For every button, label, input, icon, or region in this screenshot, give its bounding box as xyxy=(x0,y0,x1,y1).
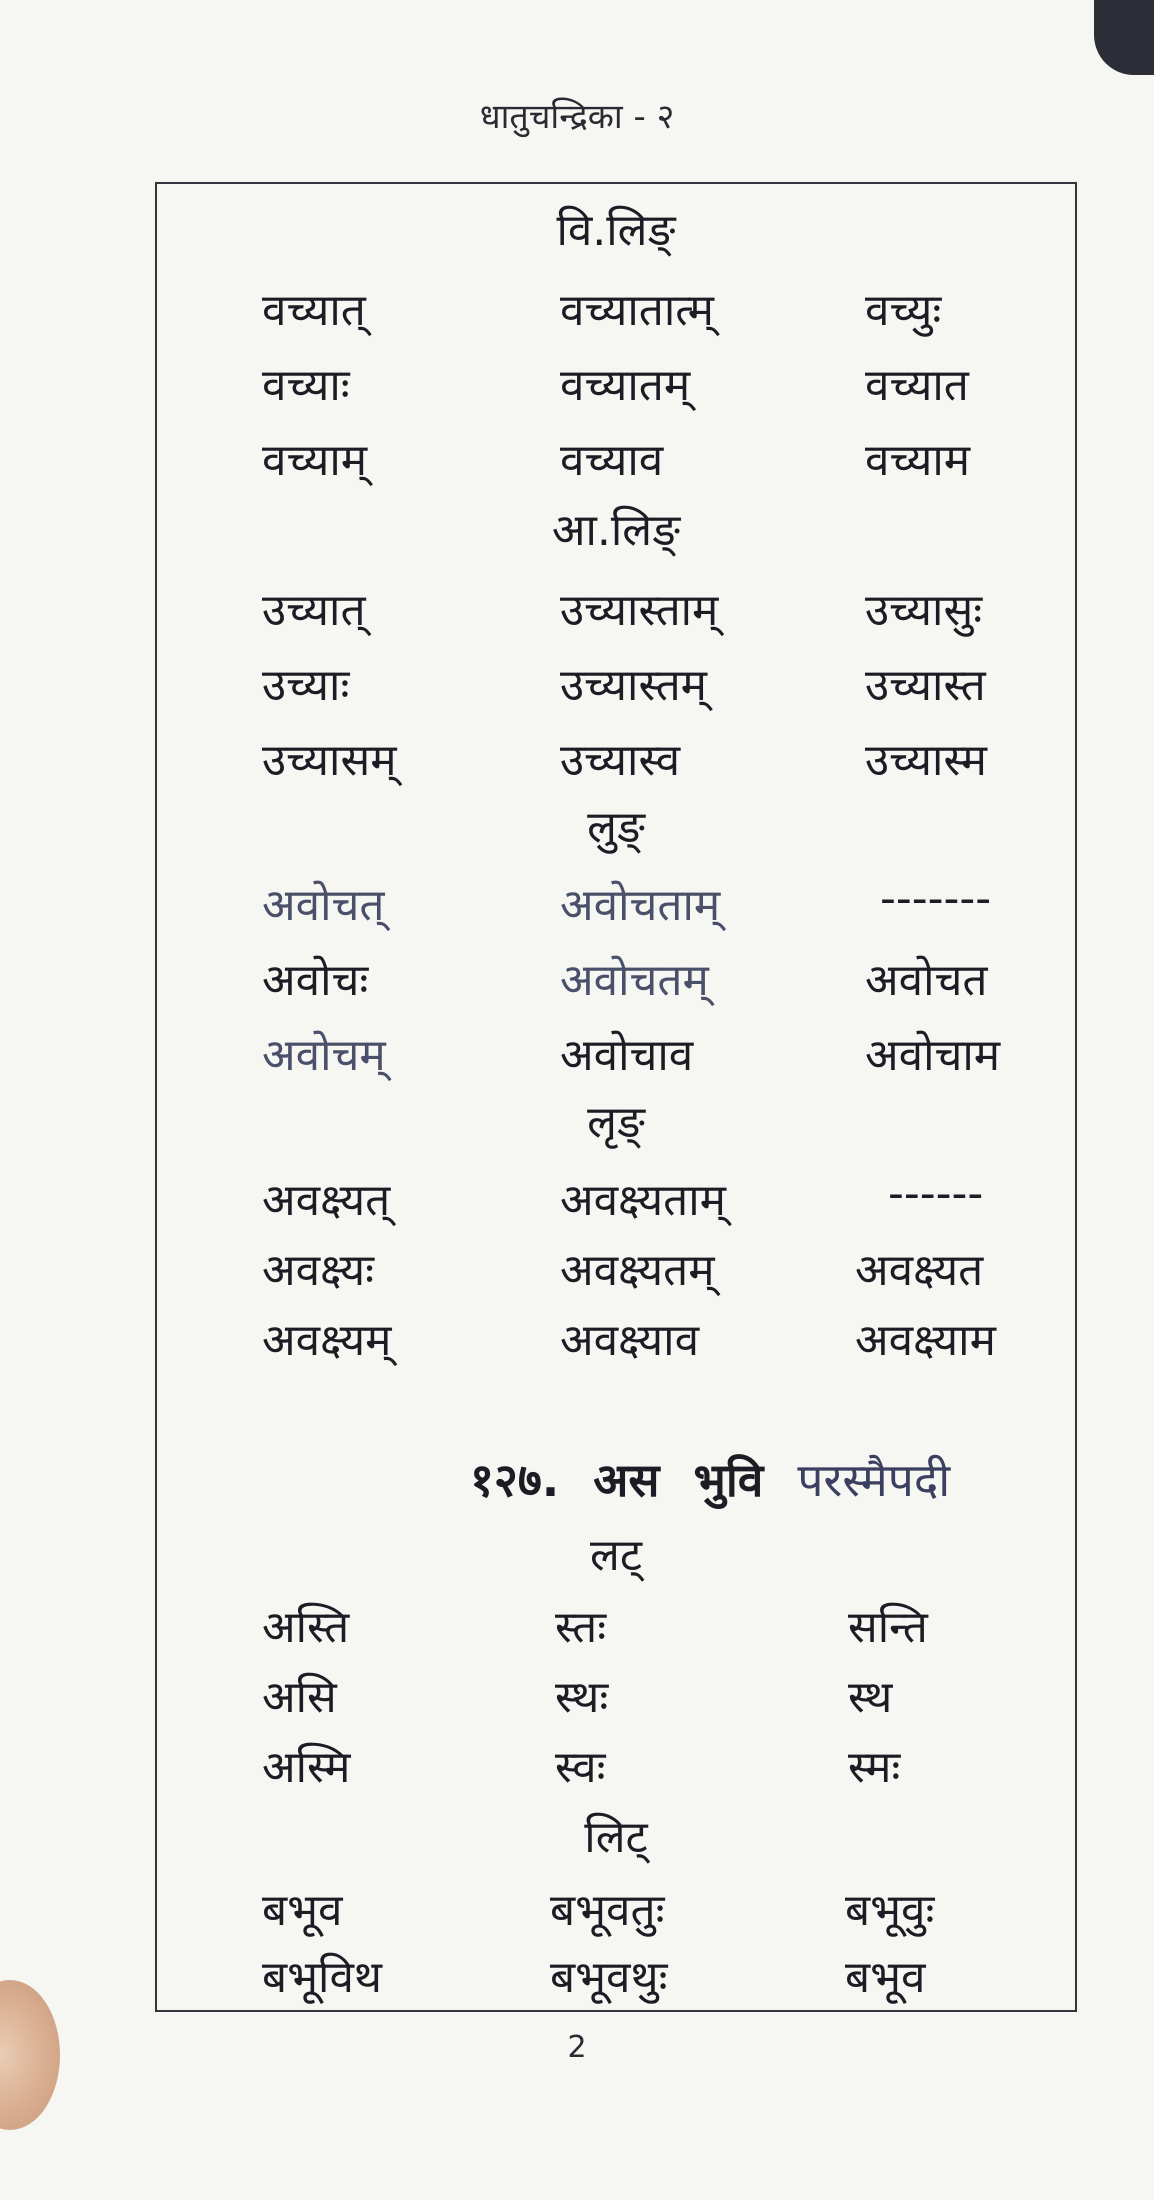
form-cell: वच्याः xyxy=(262,360,350,411)
section-title: आ.लिङ् xyxy=(551,505,681,556)
form-cell: उच्यासम् xyxy=(262,735,397,786)
section-title: लुङ् xyxy=(587,802,645,853)
table-row xyxy=(0,1945,1154,2005)
form-cell: वच्याव xyxy=(560,435,664,486)
table-row xyxy=(0,1238,1154,1298)
table-row xyxy=(0,1735,1154,1795)
form-cell: स्थ xyxy=(848,1672,893,1723)
form-cell: स्तः xyxy=(555,1602,607,1653)
form-cell: अवक्ष्यम् xyxy=(262,1315,392,1366)
form-cell: अवोचत xyxy=(865,955,988,1006)
table-row xyxy=(0,873,1154,933)
dhatu-heading xyxy=(470,1448,950,1510)
table-row xyxy=(0,948,1154,1008)
form-cell: बभूवथुः xyxy=(550,1952,668,2003)
form-cell: अवोचाम xyxy=(865,1030,1001,1081)
table-row xyxy=(0,1595,1154,1655)
form-cell: अवक्ष्यत xyxy=(855,1245,984,1296)
form-cell: बभूव xyxy=(262,1885,343,1936)
dhatu-meaning: भुवि xyxy=(693,1453,764,1507)
table-row xyxy=(0,1023,1154,1083)
form-cell: ------- xyxy=(880,873,992,924)
table-row xyxy=(0,1308,1154,1368)
form-cell: अवक्ष्यः xyxy=(262,1245,375,1296)
page-edge-shadow xyxy=(1094,0,1154,75)
form-cell: अस्ति xyxy=(262,1602,350,1653)
form-cell: अवोचः xyxy=(262,955,369,1006)
form-cell: अवोचतम् xyxy=(560,955,709,1006)
section-title: लृङ् xyxy=(587,1097,645,1148)
dhatu-number: १२७. xyxy=(470,1453,560,1507)
form-cell: बभूविथ xyxy=(262,1952,383,2003)
form-cell: वच्याम xyxy=(865,435,971,486)
form-cell: अवक्ष्यत् xyxy=(262,1175,391,1226)
form-cell: अवोचत् xyxy=(262,880,385,931)
form-cell: उच्याः xyxy=(262,660,350,711)
form-cell: ------ xyxy=(888,1168,984,1219)
form-cell: बभूव xyxy=(845,1952,926,2003)
form-cell: बभूवुः xyxy=(845,1885,935,1936)
table-row xyxy=(0,578,1154,638)
form-cell: असि xyxy=(262,1672,337,1723)
form-cell: वच्याम् xyxy=(262,435,368,486)
form-cell: उच्यात् xyxy=(262,585,366,636)
form-cell: स्मः xyxy=(848,1742,901,1793)
form-cell: वच्यात xyxy=(865,360,969,411)
form-cell: उच्यास्तम् xyxy=(560,660,707,711)
form-cell: अस्मि xyxy=(262,1742,351,1793)
table-row xyxy=(0,428,1154,488)
form-cell: उच्यास्त xyxy=(865,660,986,711)
form-cell: अवोचम् xyxy=(262,1030,386,1081)
form-cell: अवोचताम् xyxy=(560,880,721,931)
table-row xyxy=(0,278,1154,338)
section-title: लट् xyxy=(589,1530,642,1581)
form-cell: अवक्ष्याम xyxy=(855,1315,996,1366)
form-cell: अवक्ष्यतम् xyxy=(560,1245,715,1296)
form-cell: स्थः xyxy=(555,1672,609,1723)
form-cell: अवक्ष्यताम् xyxy=(560,1175,726,1226)
table-row xyxy=(0,653,1154,713)
section-title: वि.लिङ् xyxy=(556,205,676,256)
dhatu-root: अस xyxy=(593,1453,660,1507)
page-number: 2 xyxy=(567,2030,587,2065)
form-cell: वच्यात् xyxy=(262,285,366,336)
table-row xyxy=(0,1878,1154,1938)
form-cell: बभूवतुः xyxy=(550,1885,665,1936)
form-cell: वच्युः xyxy=(865,285,942,336)
dhatu-pada: परस्मैपदी xyxy=(797,1453,951,1507)
table-row xyxy=(0,1168,1154,1228)
table-row xyxy=(0,728,1154,788)
form-cell: उच्यास्म xyxy=(865,735,987,786)
form-cell: उच्यासुः xyxy=(865,585,983,636)
form-cell: अवोचाव xyxy=(560,1030,694,1081)
form-cell: उच्यास्व xyxy=(560,735,681,786)
form-cell: वच्यातम् xyxy=(560,360,691,411)
table-row xyxy=(0,353,1154,413)
section-title: लिट् xyxy=(584,1812,648,1863)
running-head: धातुचन्द्रिका - २ xyxy=(479,97,675,137)
form-cell: उच्यास्ताम् xyxy=(560,585,719,636)
form-cell: स्वः xyxy=(555,1742,606,1793)
form-cell: सन्ति xyxy=(848,1602,928,1653)
form-cell: वच्यातात्म् xyxy=(560,285,714,336)
table-row xyxy=(0,1665,1154,1725)
form-cell: अवक्ष्याव xyxy=(560,1315,700,1366)
